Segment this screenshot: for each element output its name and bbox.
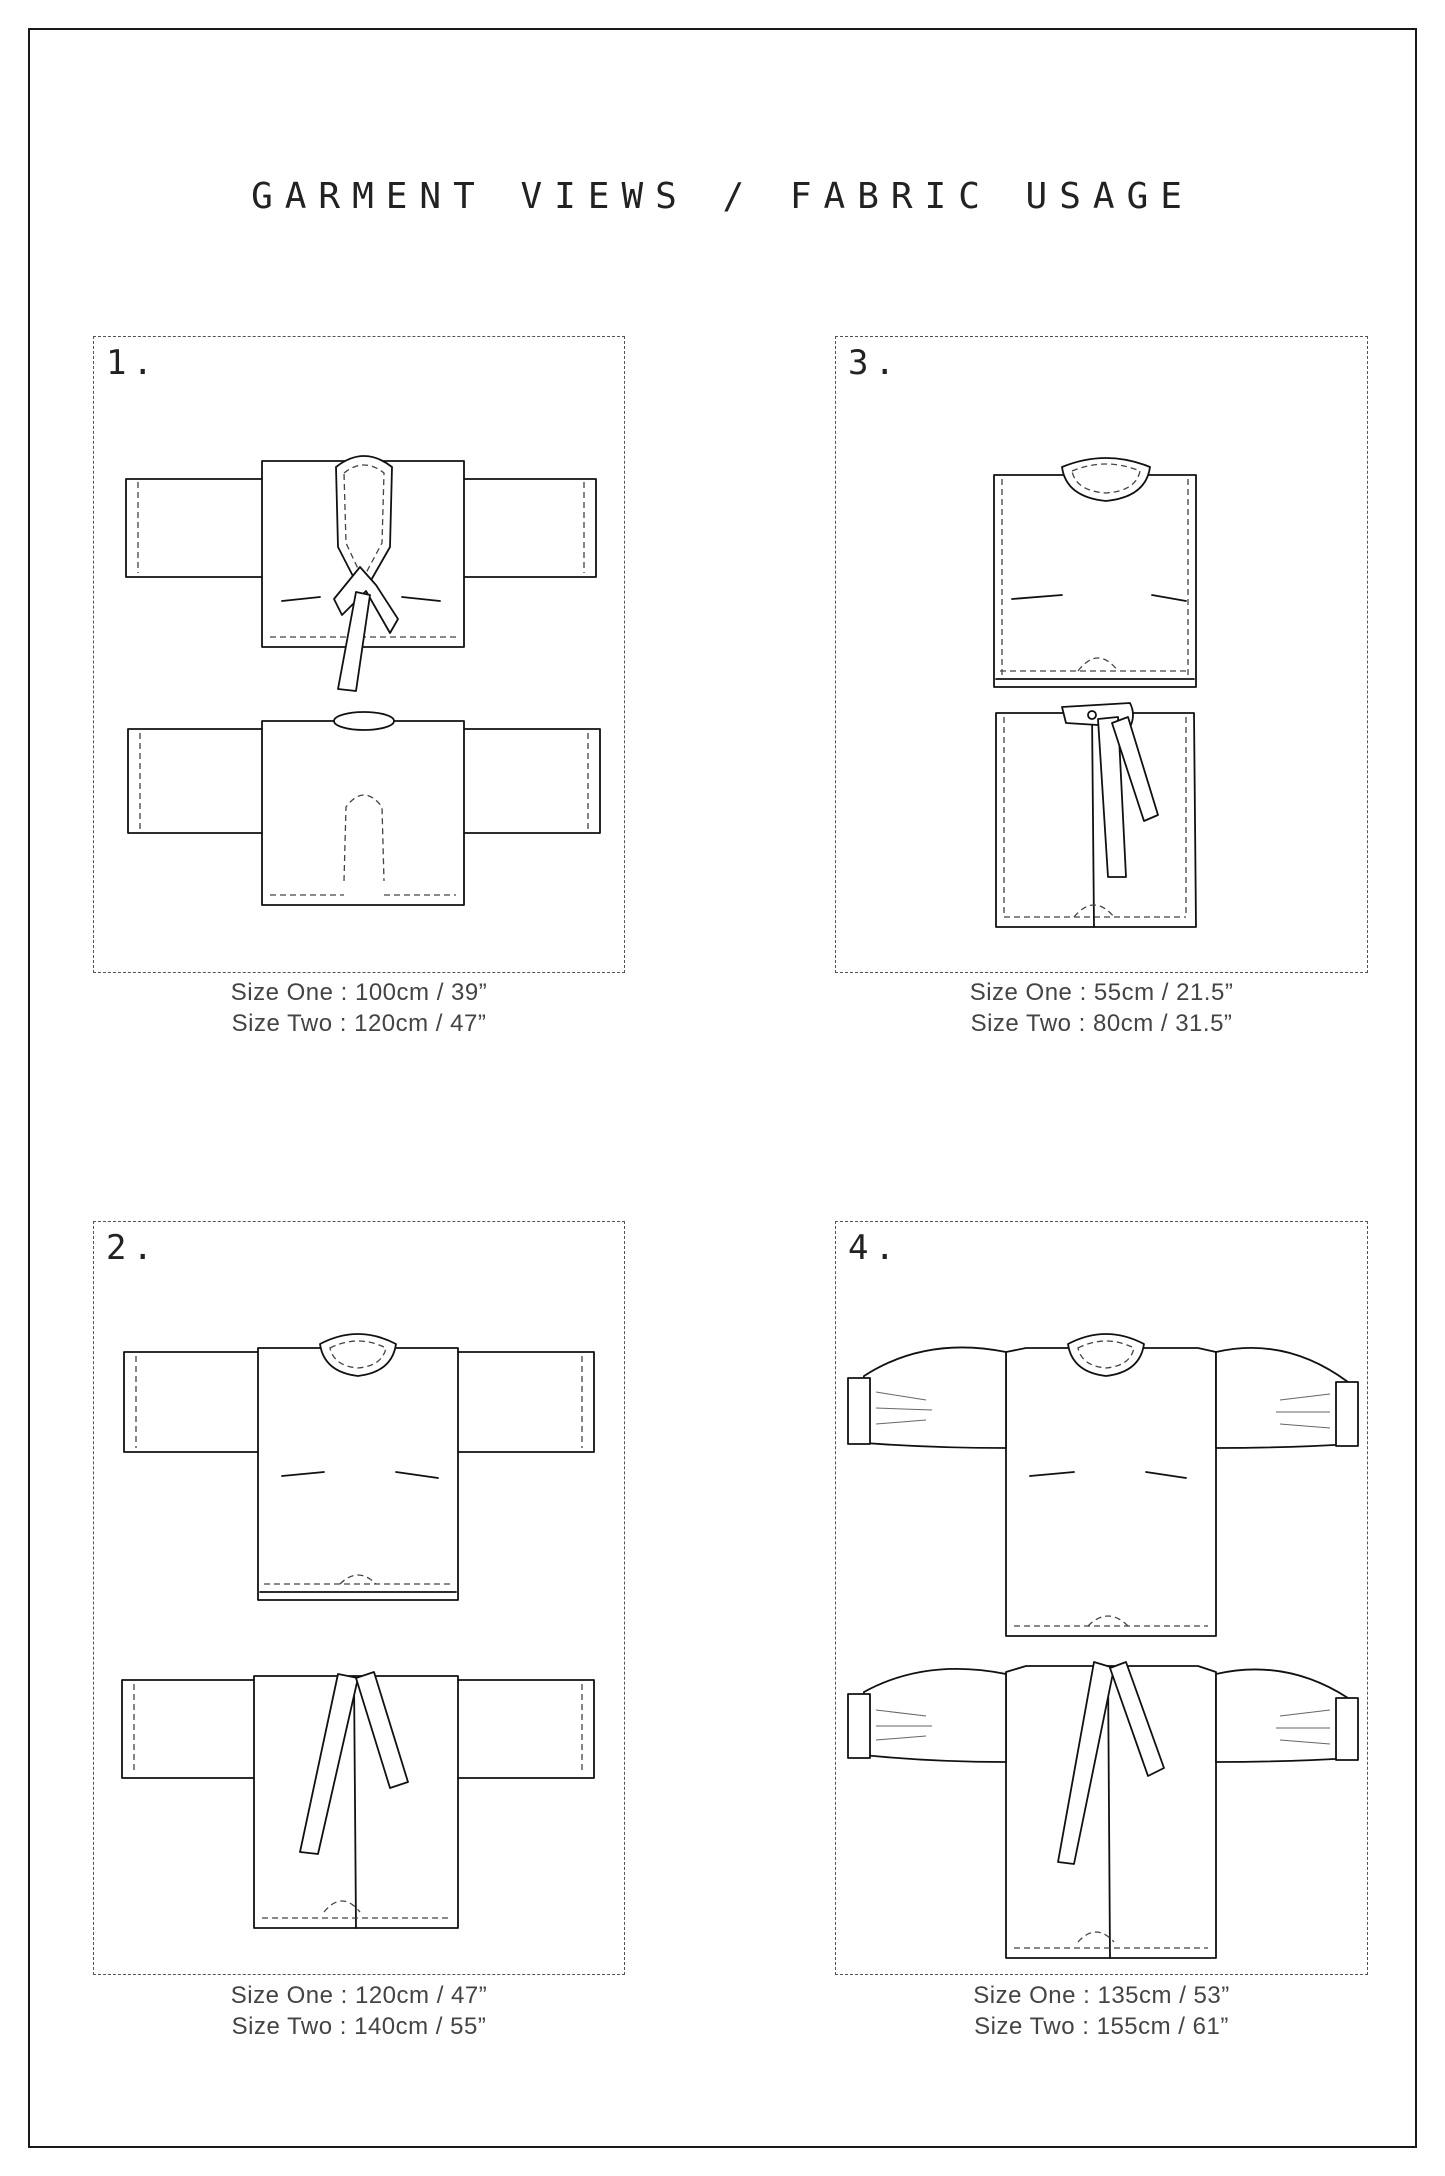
size-one-fabric: Size One : 135cm / 53”	[973, 1982, 1230, 2009]
garment-illustration	[836, 1222, 1369, 1976]
garment-illustration	[94, 337, 626, 974]
fabric-usage-caption-4	[835, 1980, 1368, 2042]
view-number: 3.	[848, 343, 901, 383]
garment-illustration	[836, 337, 1369, 974]
fabric-usage-caption-1	[93, 977, 625, 1039]
fabric-usage-caption-3	[835, 977, 1368, 1039]
garment-view-2	[93, 1221, 625, 1975]
garment-illustration	[94, 1222, 626, 1976]
garment-view-1	[93, 336, 625, 973]
size-one-fabric: Size One : 120cm / 47”	[230, 1982, 488, 2009]
view-number: 2.	[106, 1228, 159, 1268]
size-two-fabric: Size Two : 155cm / 61”	[974, 2013, 1229, 2040]
garment-view-3	[835, 336, 1368, 973]
garment-view-4	[835, 1221, 1368, 1975]
size-one-fabric: Size One : 100cm / 39”	[230, 979, 488, 1006]
page-title: GARMENT VIEWS / FABRIC USAGE	[251, 176, 1194, 217]
size-two-fabric: Size Two : 140cm / 55”	[231, 2013, 487, 2040]
size-two-fabric: Size Two : 120cm / 47”	[231, 1010, 487, 1037]
view-number: 1.	[106, 343, 159, 383]
size-one-fabric: Size One : 55cm / 21.5”	[969, 979, 1234, 1006]
view-number: 4.	[848, 1228, 901, 1268]
size-two-fabric: Size Two : 80cm / 31.5”	[970, 1010, 1233, 1037]
fabric-usage-caption-2	[93, 1980, 625, 2042]
